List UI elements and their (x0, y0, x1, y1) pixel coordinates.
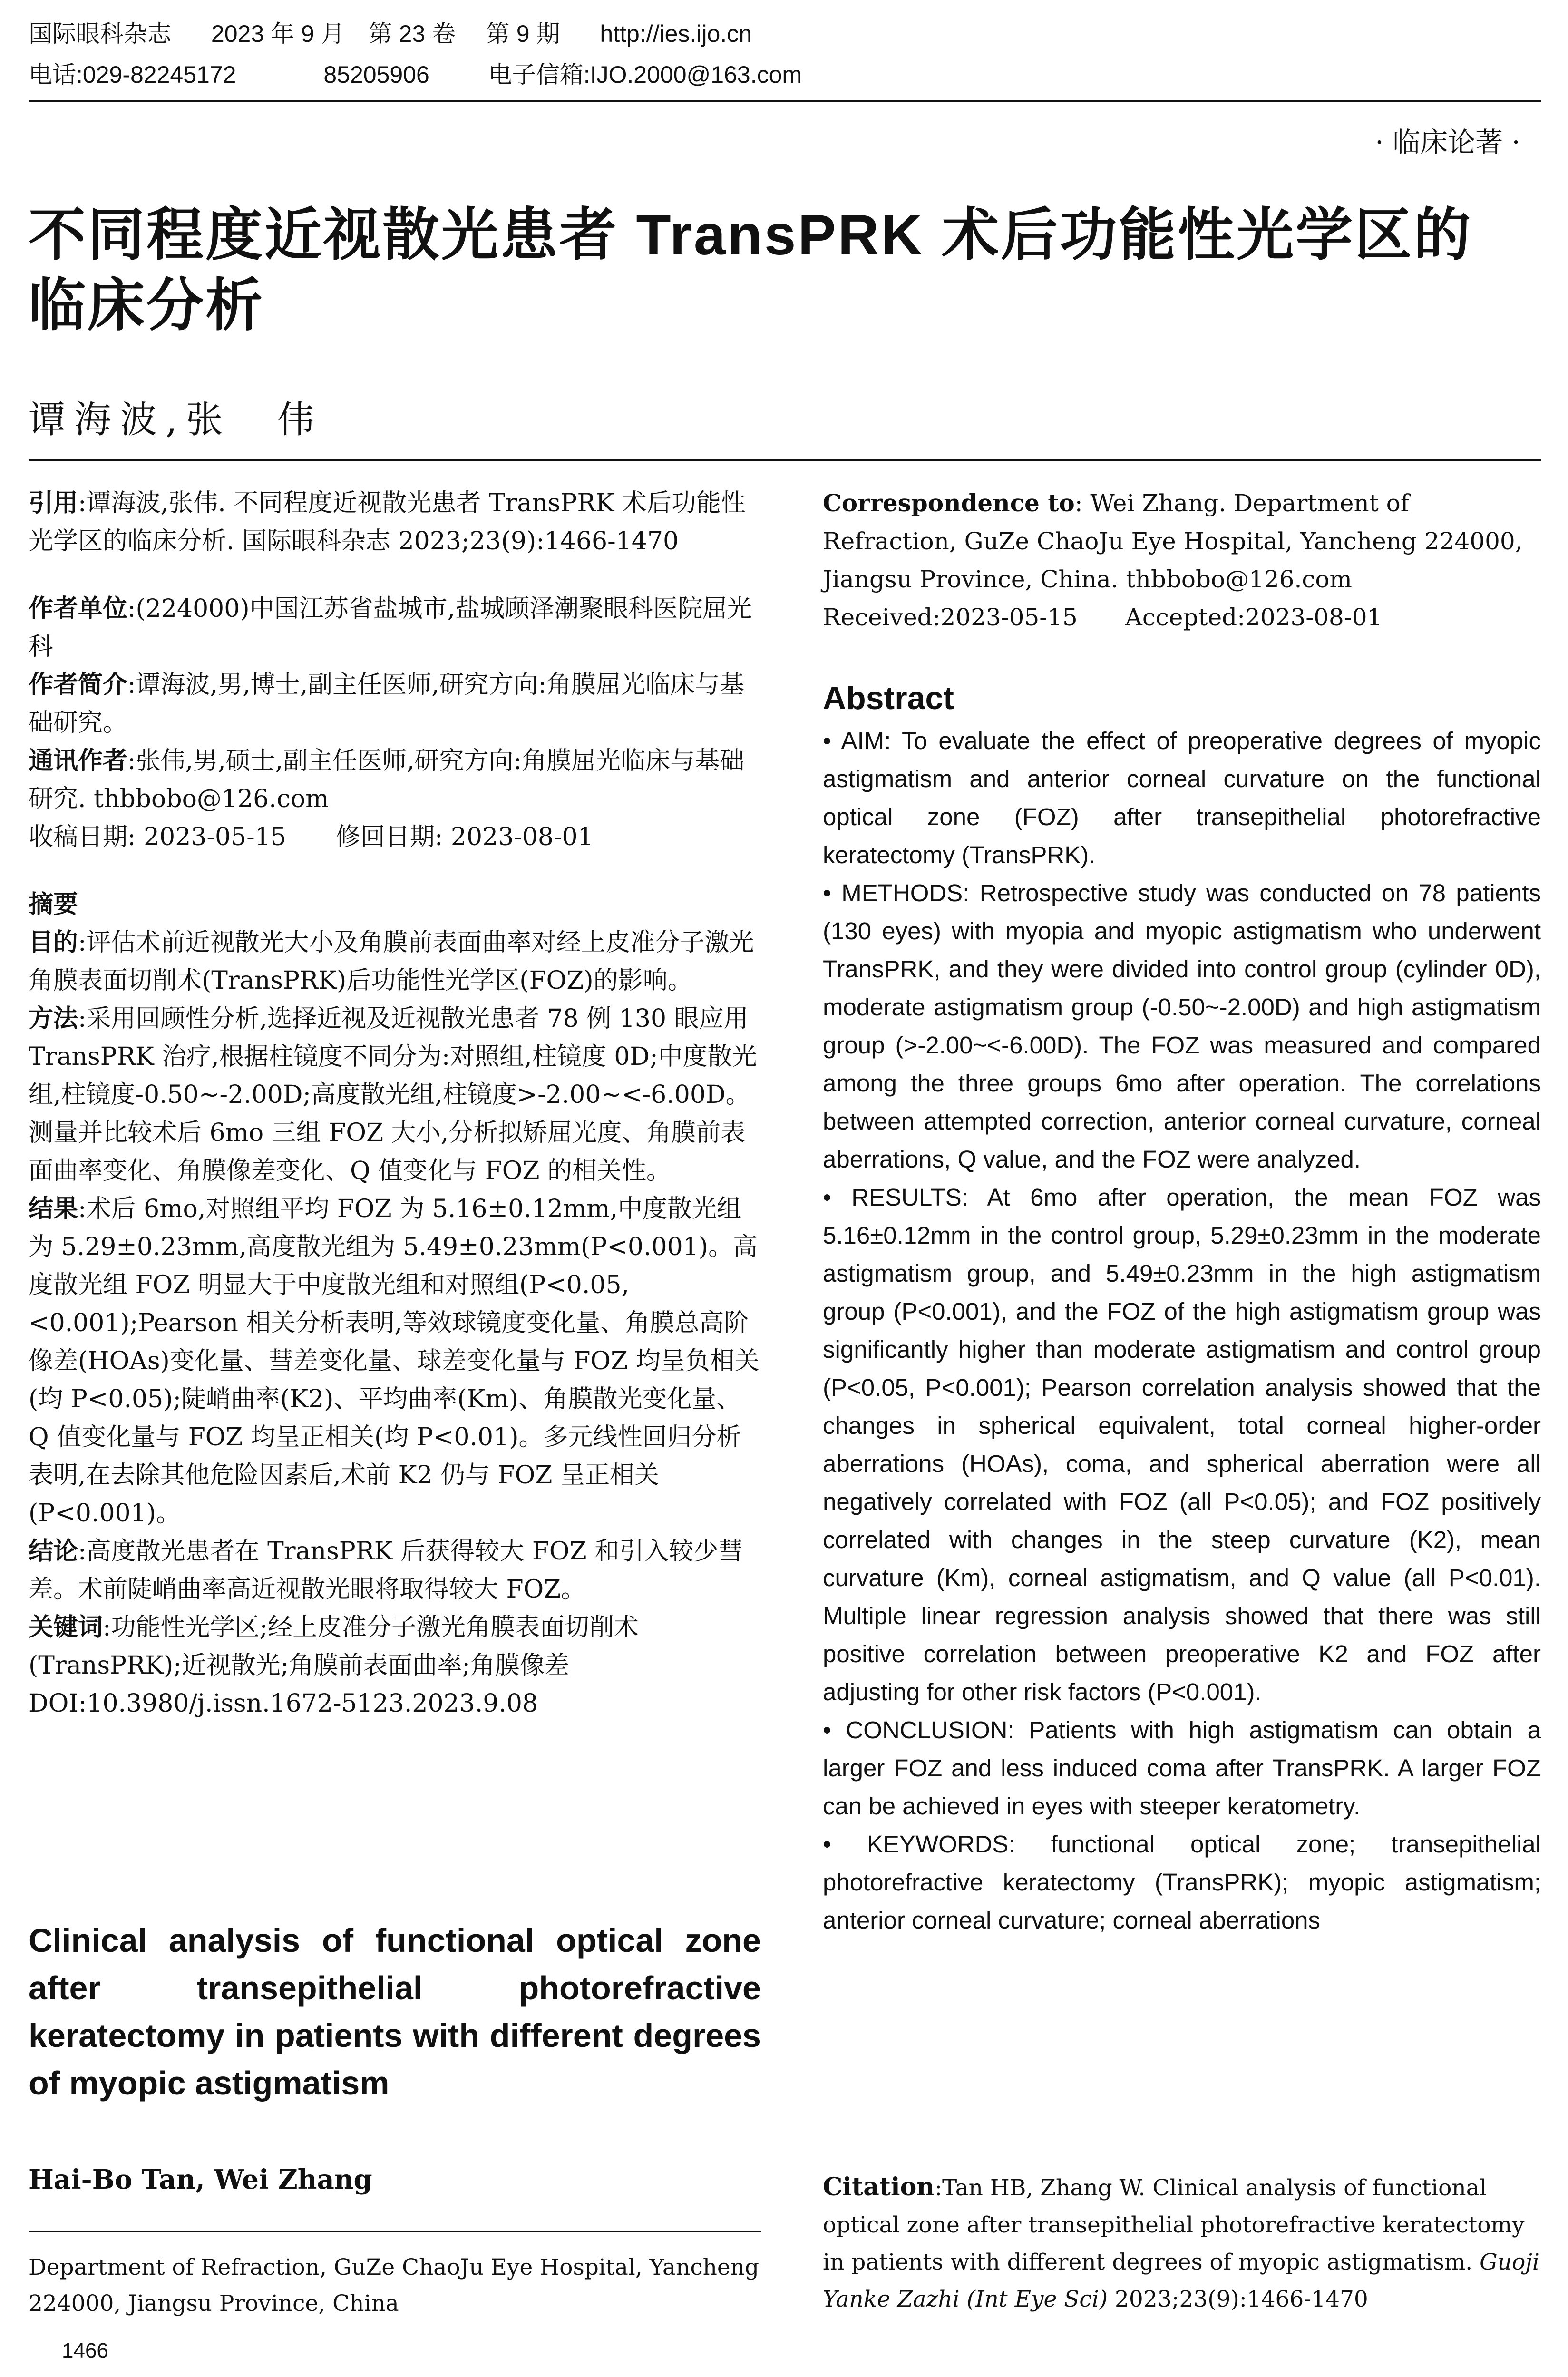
correspondence-en-label: Correspondence to (823, 489, 1075, 517)
correspondence-en-block (823, 484, 1541, 598)
journal-url[interactable]: http://ies.ijo.cn (600, 20, 752, 47)
keywords-cn-label: 关键词 (29, 1614, 103, 1641)
results-cn-block (29, 1190, 761, 1532)
section-tag: · 临床论著 · (1375, 126, 1520, 158)
citation-en-text: :Tan HB, Zhang W. Clinical analysis of functional optical zone after transepithelial photorefractive keratectomy in patients with different degrees of myopic astigmatism. (823, 2175, 1525, 2275)
abstract-keywords: • KEYWORDS: functional optical zone; transepithelial photorefractive keratectomy (TransPRK); myopic astigmatism; anterior corneal curvature; corneal aberrations (823, 1831, 1541, 1934)
corresponding-cn-text: :张伟,男,硕士,副主任医师,研究方向:角膜屈光临床与基础研究. thbbobo@126.com (29, 747, 745, 813)
author-intro-label: 作者简介 (29, 671, 128, 699)
conclusion-cn-label: 结论 (29, 1538, 78, 1565)
title-line-1: 不同程度近视散光患者 TransPRK 术后功能性光学区的 (29, 203, 1473, 267)
citation-journal: Guoji Yanke Zazhi (Int Eye Sci) (823, 2249, 1539, 2312)
correspondence-en-text: : Wei Zhang. Department of Refraction, GuZe ChaoJu Eye Hospital, Yancheng 224000, Jiangsu Province, China. thbbobo@126.com (823, 489, 1523, 593)
aim-cn-block (29, 924, 761, 1000)
abstract-conclusion: • CONCLUSION: Patients with high astigmatism can obtain a larger FOZ and less induced coma after TransPRK. A larger FOZ can be achieved in eyes with steeper keratometry. (823, 1716, 1541, 1820)
citation-en-block (823, 2169, 1541, 2318)
methods-cn-block (29, 1000, 761, 1190)
abstract-cn-heading: 摘要 (29, 891, 78, 918)
corresponding-cn-block (29, 742, 761, 818)
keywords-cn-block (29, 1608, 761, 1685)
phone-number: 电话:029-82245172 (29, 61, 236, 88)
keywords-cn-text: :功能性光学区;经上皮准分子激光角膜表面切削术(TransPRK);近视散光;角膜前表面曲率;角膜像差 (29, 1613, 639, 1680)
conclusion-cn-block (29, 1532, 761, 1608)
results-cn-text: :术后 6mo,对照组平均 FOZ 为 5.16±0.12mm,中度散光组为 5.29±0.23mm,高度散光组为 5.49±0.23mm(P<0.001)。高度散光组 FOZ 明显大于中度散光组和对照组(P<0.05,<0.001);Pearson 相关分析表明,等效球镜度变化量、角膜总高阶像差(HOAs)变化量、彗差变化量、球差变化量与 FOZ 均呈负相关(均 P<0.05);陡峭曲率(K2)、平均曲率(Km)、角膜散光变化量、Q 值变化量与 FOZ 均呈正相关(均 P<0.01)。多元线性回归分析表明,在去除其他危险因素后,术前 K2 仍与 FOZ 呈正相关(P<0.001)。 (29, 1195, 760, 1528)
header-rule (29, 100, 1541, 102)
english-department: Department of Refraction, GuZe ChaoJu Eye Hospital, Yancheng 224000, Jiangsu Province, China (29, 2254, 760, 2317)
email-address[interactable]: 电子信箱:IJO.2000@163.com (488, 61, 802, 88)
aim-cn-text: :评估术前近视散光大小及角膜前表面曲率对经上皮准分子激光角膜表面切削术(TransPRK)后功能性光学区(FOZ)的影响。 (29, 928, 754, 995)
title-rule (29, 459, 1541, 461)
results-cn-label: 结果 (29, 1195, 78, 1223)
aim-cn-label: 目的 (29, 929, 78, 956)
title-line-2: 临床分析 (29, 273, 264, 337)
citation-en-label: Citation (823, 2172, 935, 2202)
abstract-methods: • METHODS: Retrospective study was conducted on 78 patients (130 eyes) with myopia and myopic astigmatism who underwent TransPRK, and they were divided into control group (cylinder 0D), moderate astigmatism group (-0.50~-2.00D) and high astigmatism group (>-2.00~<-6.00D). The FOZ was measured and compared among the three groups 6mo after operation. The correlations between attempted correction, anterior corneal curvature, corneal aberrations, Q value, and the FOZ were analyzed. (823, 879, 1541, 1173)
methods-cn-label: 方法 (29, 1005, 78, 1033)
journal-name: 国际眼科杂志 (29, 20, 171, 47)
author-intro-text: :谭海波,男,博士,副主任医师,研究方向:角膜屈光临床与基础研究。 (29, 671, 745, 737)
left-column (29, 484, 761, 1723)
received-dates-en: Received:2023-05-15 Accepted:2023-08-01 (823, 604, 1383, 631)
abstract-results: • RESULTS: At 6mo after operation, the mean FOZ was 5.16±0.12mm in the control group, 5.29±0.23mm in the moderate astigmatism group, and 5.49±0.23mm in the high astigmatism group (P<0.001), and the FOZ of the high astigmatism group was significantly higher than moderate astigmatism and control group (P<0.05, P<0.001); Pearson correlation analysis showed that the changes in spherical equivalent, total corneal higher-order aberrations (HOAs), coma, and spherical aberration were all negatively correlated with FOZ (all P<0.05); and FOZ positively correlated with changes in the steep curvature (K2), mean curvature (Km), corneal astigmatism, and Q value (all P<0.01). Multiple linear regression analysis showed that there was still positive correlation between preoperative K2 and FOZ after adjusting for other risk factors (P<0.001). (823, 1184, 1541, 1705)
authors-cn: 谭海波,张 伟 (29, 399, 323, 441)
author-intro-block (29, 666, 761, 742)
phone-number-2: 85205906 (323, 61, 429, 88)
corresponding-cn-label: 通讯作者 (29, 747, 128, 775)
abstract-aim: • AIM: To evaluate the effect of preoperative degrees of myopic astigmatism and anterior corneal curvature on the functional optical zone (FOZ) after transepithelial photorefractive keratectomy (TransPRK). (823, 727, 1541, 868)
doi[interactable]: DOI:10.3980/j.issn.1672-5123.2023.9.08 (29, 1689, 538, 1718)
affiliation-block (29, 590, 761, 666)
affiliation-label: 作者单位 (29, 595, 128, 623)
right-column-top (823, 484, 1541, 636)
received-dates-cn: 收稿日期: 2023-05-15 修回日期: 2023-08-01 (29, 823, 594, 851)
abstract-en-body (823, 722, 1541, 1939)
conclusion-cn-text: :高度散光患者在 TransPRK 后获得较大 FOZ 和引入较少彗差。术前陡峭曲率高近视散光眼将取得较大 FOZ。 (29, 1537, 743, 1604)
cite-cn-label: 引用 (29, 489, 78, 517)
cite-cn-block (29, 484, 761, 560)
english-authors: Hai-Bo Tan, Wei Zhang (29, 2164, 372, 2195)
cite-cn-text: :谭海波,张伟. 不同程度近视散光患者 TransPRK 术后功能性光学区的临床分析. 国际眼科杂志 2023;23(9):1466-1470 (29, 489, 746, 555)
methods-cn-text: :采用回顾性分析,选择近视及近视散光患者 78 例 130 眼应用 TransPRK 治疗,根据柱镜度不同分为:对照组,柱镜度 0D;中度散光组,柱镜度-0.50~-2.00D;高度散光组,柱镜度>-2.00~<-6.00D。测量并比较术后 6mo 三组 FOZ 大小,分析拟矫屈光度、角膜前表面曲率变化、角膜像差变化、Q 值变化与 FOZ 的相关性。 (29, 1004, 757, 1185)
page-number: 1466 (62, 2339, 108, 2362)
abstract-en-heading: Abstract (823, 680, 954, 716)
author-rule (29, 2231, 761, 2232)
citation-tail: 2023;23(9):1466-1470 (1108, 2286, 1368, 2312)
journal-header-line2 (29, 56, 802, 93)
journal-header-line1 (29, 15, 752, 52)
english-title: Clinical analysis of functional optical zone after transepithelial photorefractive keratectomy in patients with different degrees of myopic astigmatism (29, 1922, 761, 2102)
article-title (29, 200, 1541, 341)
issue-info: 2023 年 9 月 第 23 卷 第 9 期 (211, 20, 560, 47)
affiliation-text: :(224000)中国江苏省盐城市,盐城顾泽潮聚眼科医院屈光科 (29, 594, 752, 661)
